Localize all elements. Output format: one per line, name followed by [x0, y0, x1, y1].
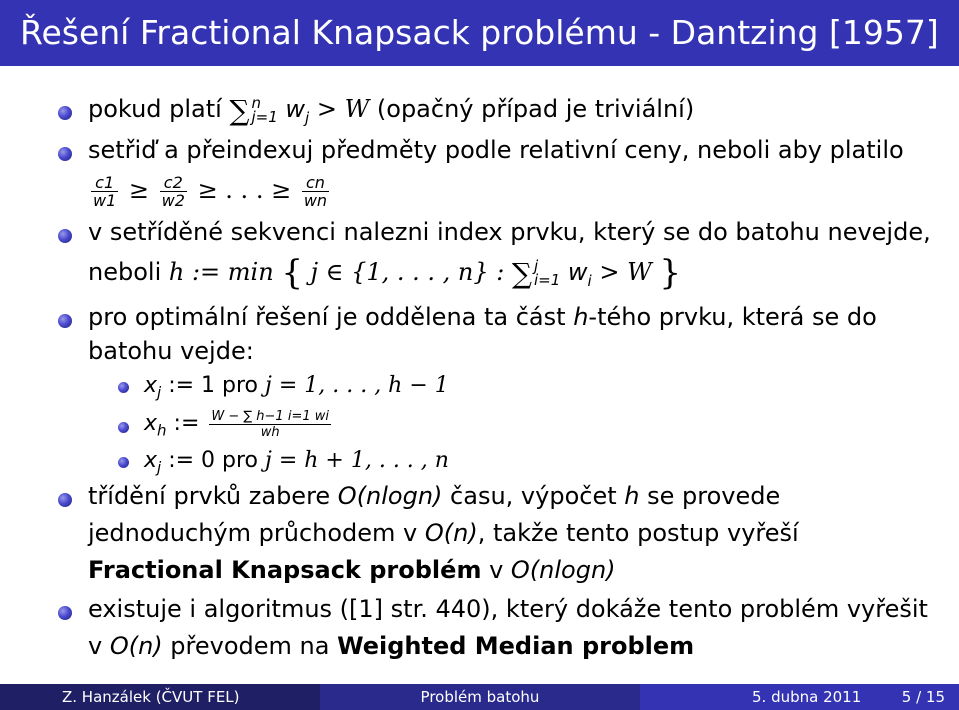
footer-topic: Problém batohu — [320, 684, 640, 710]
relation: > W — [309, 95, 377, 123]
left-brace: { — [281, 253, 303, 293]
right-brace: } — [659, 253, 682, 293]
footer-right — [640, 684, 959, 710]
bullet-1-suffix: (opačný případ je triviální) — [376, 95, 695, 123]
footer-bar — [0, 684, 959, 710]
sub-bullet-icon — [118, 457, 129, 468]
slide-content — [0, 66, 959, 684]
geq-symbol: ≥ — [128, 176, 150, 204]
bullet-icon — [58, 229, 72, 243]
bullet-icon — [58, 106, 72, 120]
sum-lower: i=1 — [533, 271, 561, 289]
sub-bullet-icon — [118, 382, 129, 393]
bullet-5-line-1: třídění prvků zabere O(nlogn) času, výpočet h se provede — [88, 482, 781, 510]
sum-upper: j — [533, 257, 539, 275]
fraction-cn-wn: $\frac{cn}{wn}$ — [303, 172, 328, 210]
bullet-4-line-1: pro optimální řešení je oddělena ta část h-tého prvku, která se do — [88, 303, 877, 331]
var-w-sub: j — [305, 108, 310, 127]
sum-symbol: ∑ — [511, 257, 532, 290]
min-expression: h := min — [168, 258, 274, 286]
footer-page-number: 5 / 15 — [901, 688, 945, 706]
sub-bullet-1: $x_j$ := 1 pro j = 1, . . . , h − 1 — [144, 373, 449, 402]
sum-symbol: ∑ — [229, 94, 250, 127]
footer-date: 5. dubna 2011 — [752, 688, 862, 706]
fraction-xh: $\frac{W - \sum h-1 i=1 wi}{wh}$ — [211, 408, 329, 440]
relation: > W — [591, 258, 652, 286]
bullet-2-line-1: setřiď a přeindexuj předměty podle relativní ceny, neboli aby platilo — [88, 136, 904, 164]
bullet-1-prefix: pokud platí — [88, 95, 222, 123]
dots-chain: ≥ . . . ≥ — [197, 176, 292, 204]
sub-bullet-3: $x_j$ := 0 pro j = h + 1, . . . , n — [144, 448, 449, 477]
bullet-4-line-2: batohu vejde: — [88, 337, 254, 365]
bullet-5-line-2: jednoduchým průchodem v O(n), takže tento postup vyřeší — [88, 519, 799, 547]
bullet-3-prefix: neboli — [88, 258, 162, 286]
bullet-3-line-2 — [88, 253, 682, 297]
bullet-icon — [58, 314, 72, 328]
sum-lower: j=1 — [251, 108, 278, 126]
set-expression: j ∈ {1, . . . , n} : — [310, 258, 505, 286]
footer-author: Z. Hanzálek (ČVUT FEL) — [0, 684, 320, 710]
sub-bullet-2: $x_h$ := $\frac{W - \sum h-1 i=1 wi}{wh}$ — [144, 408, 329, 440]
bullet-icon — [58, 606, 72, 620]
sub-bullet-icon — [118, 422, 129, 433]
fraction-c1-w1: $\frac{c1}{w1}$ — [93, 172, 117, 210]
bullet-icon — [58, 147, 72, 161]
bullet-6-line-1: existuje i algoritmus ([1] str. 440), který dokáže tento problém vyřešit — [88, 595, 928, 623]
bullet-1 — [88, 93, 694, 134]
var-w: w — [567, 258, 588, 286]
bullet-icon — [58, 493, 72, 507]
bullet-5-line-3: Fractional Knapsack problém v O(nlogn) — [88, 556, 616, 584]
var-w: w — [285, 95, 306, 123]
bullet-6-line-2: v O(n) převodem na Weighted Median problem — [88, 632, 695, 660]
fraction-c2-w2: $\frac{c2}{w2}$ — [161, 172, 185, 210]
var-w-sub: i — [587, 271, 592, 290]
bullet-3-line-1: v setříděné sekvenci nalezni index prvku, který se do batohu nevejde, — [88, 218, 931, 246]
bullet-2-inequality — [88, 170, 332, 210]
sum-upper: n — [251, 94, 261, 112]
slide-title: Řešení Fractional Knapsack problému - Dantzing [1957] — [0, 0, 959, 66]
